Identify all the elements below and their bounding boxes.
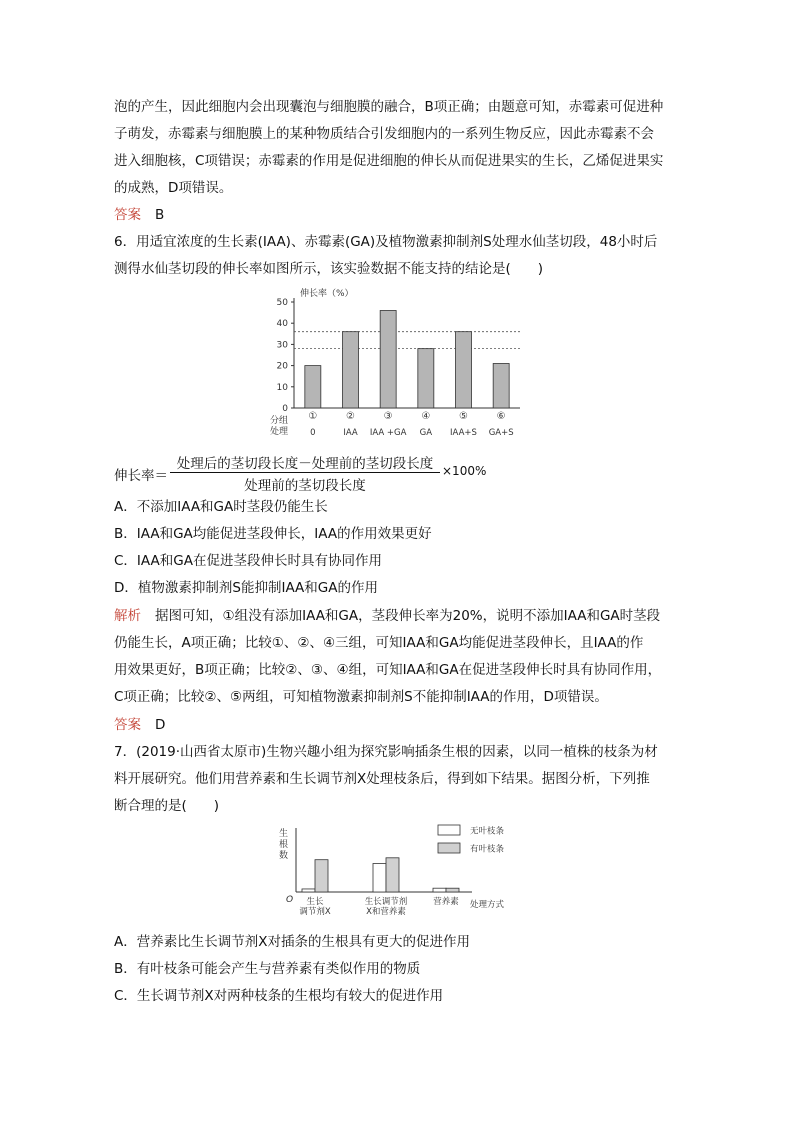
category-label: 营养素 xyxy=(433,897,459,907)
x-axis-label-line2: 处理 xyxy=(270,427,289,437)
legend-swatch xyxy=(438,825,460,835)
category-label: GA xyxy=(419,428,433,438)
category-label: IAA+S xyxy=(450,428,477,438)
formula-rhs: ×100% xyxy=(442,464,487,478)
formula-numerator: 处理后的茎切段长度－处理前的茎切段长度 xyxy=(176,456,434,472)
y-tick-label: 20 xyxy=(276,361,288,372)
q7-stem-line: 7．(2019·山西省太原市)生物兴趣小组为探究影响插条生根的因素，以同一植株的枝条为材 xyxy=(114,744,658,760)
q7-stem-line: 断合理的是( ) xyxy=(114,798,220,814)
bar xyxy=(373,864,386,893)
text-line: 的成熟，D项错误。 xyxy=(114,180,233,196)
y-tick-label: 40 xyxy=(276,319,288,330)
text-line: 子萌发，赤霉素与细胞膜上的某种物质结合引发细胞内的一系列生物反应，因此赤霉素不会 xyxy=(114,126,654,142)
formula-lhs: 伸长率＝ xyxy=(114,468,168,484)
origin-label: O xyxy=(286,895,294,905)
y-axis-label-3: 数 xyxy=(279,851,289,861)
group-label: ⑤ xyxy=(459,411,468,422)
bar xyxy=(380,310,396,408)
q6-answer xyxy=(114,715,165,735)
y-tick-label: 10 xyxy=(276,382,288,393)
answer-label: 答案 xyxy=(114,717,141,733)
category-label: 生长调节剂 xyxy=(364,897,408,907)
y-axis-label-2: 根 xyxy=(279,840,289,850)
prev-answer xyxy=(114,205,164,225)
category-label: IAA xyxy=(343,428,358,438)
category-label: 生长 xyxy=(306,897,324,907)
category-label: 0 xyxy=(310,428,316,438)
text-line: 泡的产生，因此细胞内会出现囊泡与细胞膜的融合，B项正确；由题意可知，赤霉素可促进种 xyxy=(114,99,664,115)
q6-stem-line: 6．用适宜浓度的生长素(IAA)、赤霉素(GA)及植物激素抑制剂S处理水仙茎切段，48小时后 xyxy=(114,234,658,250)
y-axis-label-1: 生 xyxy=(279,829,289,839)
category-label: 调节剂X xyxy=(299,907,331,917)
q7-stem-line: 料开展研究。他们用营养素和生长调节剂X处理枝条后，得到如下结果。据图分析，下列推 xyxy=(114,771,650,787)
q6-analysis-line: 解析 据图可知，①组没有添加IAA和GA，茎段伸长率为20%，说明不添加IAA和GA时茎段 xyxy=(114,608,661,624)
q6-analysis-line: C项正确；比较②、⑤两组，可知植物激素抑制剂S不能抑制IAA的作用，D项错误。 xyxy=(114,689,608,705)
bar xyxy=(386,858,399,892)
answer-label: 答案 xyxy=(114,207,141,223)
legend-label: 有叶枝条 xyxy=(470,844,505,855)
bar xyxy=(418,349,434,408)
bar xyxy=(305,366,321,408)
group-label: ① xyxy=(308,411,318,422)
q7-option-b: B．有叶枝条可能会产生与营养素有类似作用的物质 xyxy=(114,961,421,977)
bar xyxy=(343,332,359,408)
group-label: ⑥ xyxy=(496,411,506,422)
x-axis-label: 处理方式 xyxy=(470,900,505,910)
bar xyxy=(446,888,459,892)
q6-stem-line: 测得水仙茎切段的伸长率如图所示，该实验数据不能支持的结论是( ) xyxy=(114,261,544,277)
y-tick-label: 30 xyxy=(276,340,288,351)
category-label: GA+S xyxy=(488,428,514,438)
text-line: 进入细胞核，C项错误；赤霉素的作用是促进细胞的伸长从而促进果实的生长，乙烯促进果实 xyxy=(114,153,664,169)
bar xyxy=(433,888,446,892)
q6-analysis-line: 仍能生长，A项正确；比较①、②、④三组，可知IAA和GA均能促进茎段伸长，且IAA的作 xyxy=(114,635,644,651)
legend-swatch xyxy=(438,843,460,853)
answer-value: D xyxy=(155,717,166,733)
group-label: ④ xyxy=(421,411,431,422)
q6-option-a: A．不添加IAA和GA时茎段仍能生长 xyxy=(114,499,328,515)
formula-denominator: 处理前的茎切段长度 xyxy=(244,478,366,494)
category-label: IAA +GA xyxy=(369,428,407,438)
q6-option-b: B．IAA和GA均能促进茎段伸长，IAA的作用效果更好 xyxy=(114,526,432,542)
y-tick-label: 0 xyxy=(282,404,288,414)
fraction-bar xyxy=(170,472,440,473)
group-label: ② xyxy=(346,411,355,422)
q7-option-a: A．营养素比生长调节剂X对插条的生根具有更大的促进作用 xyxy=(114,934,470,950)
bar xyxy=(456,332,472,408)
y-axis-label: 伸长率（%） xyxy=(300,289,354,299)
bar xyxy=(493,363,509,408)
x-axis-label-line1: 分组 xyxy=(270,416,289,426)
q6-option-c: C．IAA和GA在促进茎段伸长时具有协同作用 xyxy=(114,553,382,569)
bar xyxy=(315,860,328,892)
category-label: X和营养素 xyxy=(366,907,406,917)
rooting-number-bar-chart xyxy=(276,820,516,918)
q7-option-c: C．生长调节剂X对两种枝条的生根均有较大的促进作用 xyxy=(114,988,444,1004)
answer-value: B xyxy=(155,207,165,223)
q6-analysis-line: 用效果更好，B项正确；比较②、③、④组，可知IAA和GA在促进茎段伸长时具有协同作用， xyxy=(114,662,662,678)
group-label: ③ xyxy=(383,411,393,422)
bar xyxy=(302,889,315,892)
elongation-rate-bar-chart xyxy=(268,284,530,442)
analysis-label: 解析 xyxy=(114,608,141,624)
legend-label: 无叶枝条 xyxy=(470,826,505,837)
y-tick-label: 50 xyxy=(276,298,288,308)
q6-option-d: D．植物激素抑制剂S能抑制IAA和GA的作用 xyxy=(114,580,378,596)
